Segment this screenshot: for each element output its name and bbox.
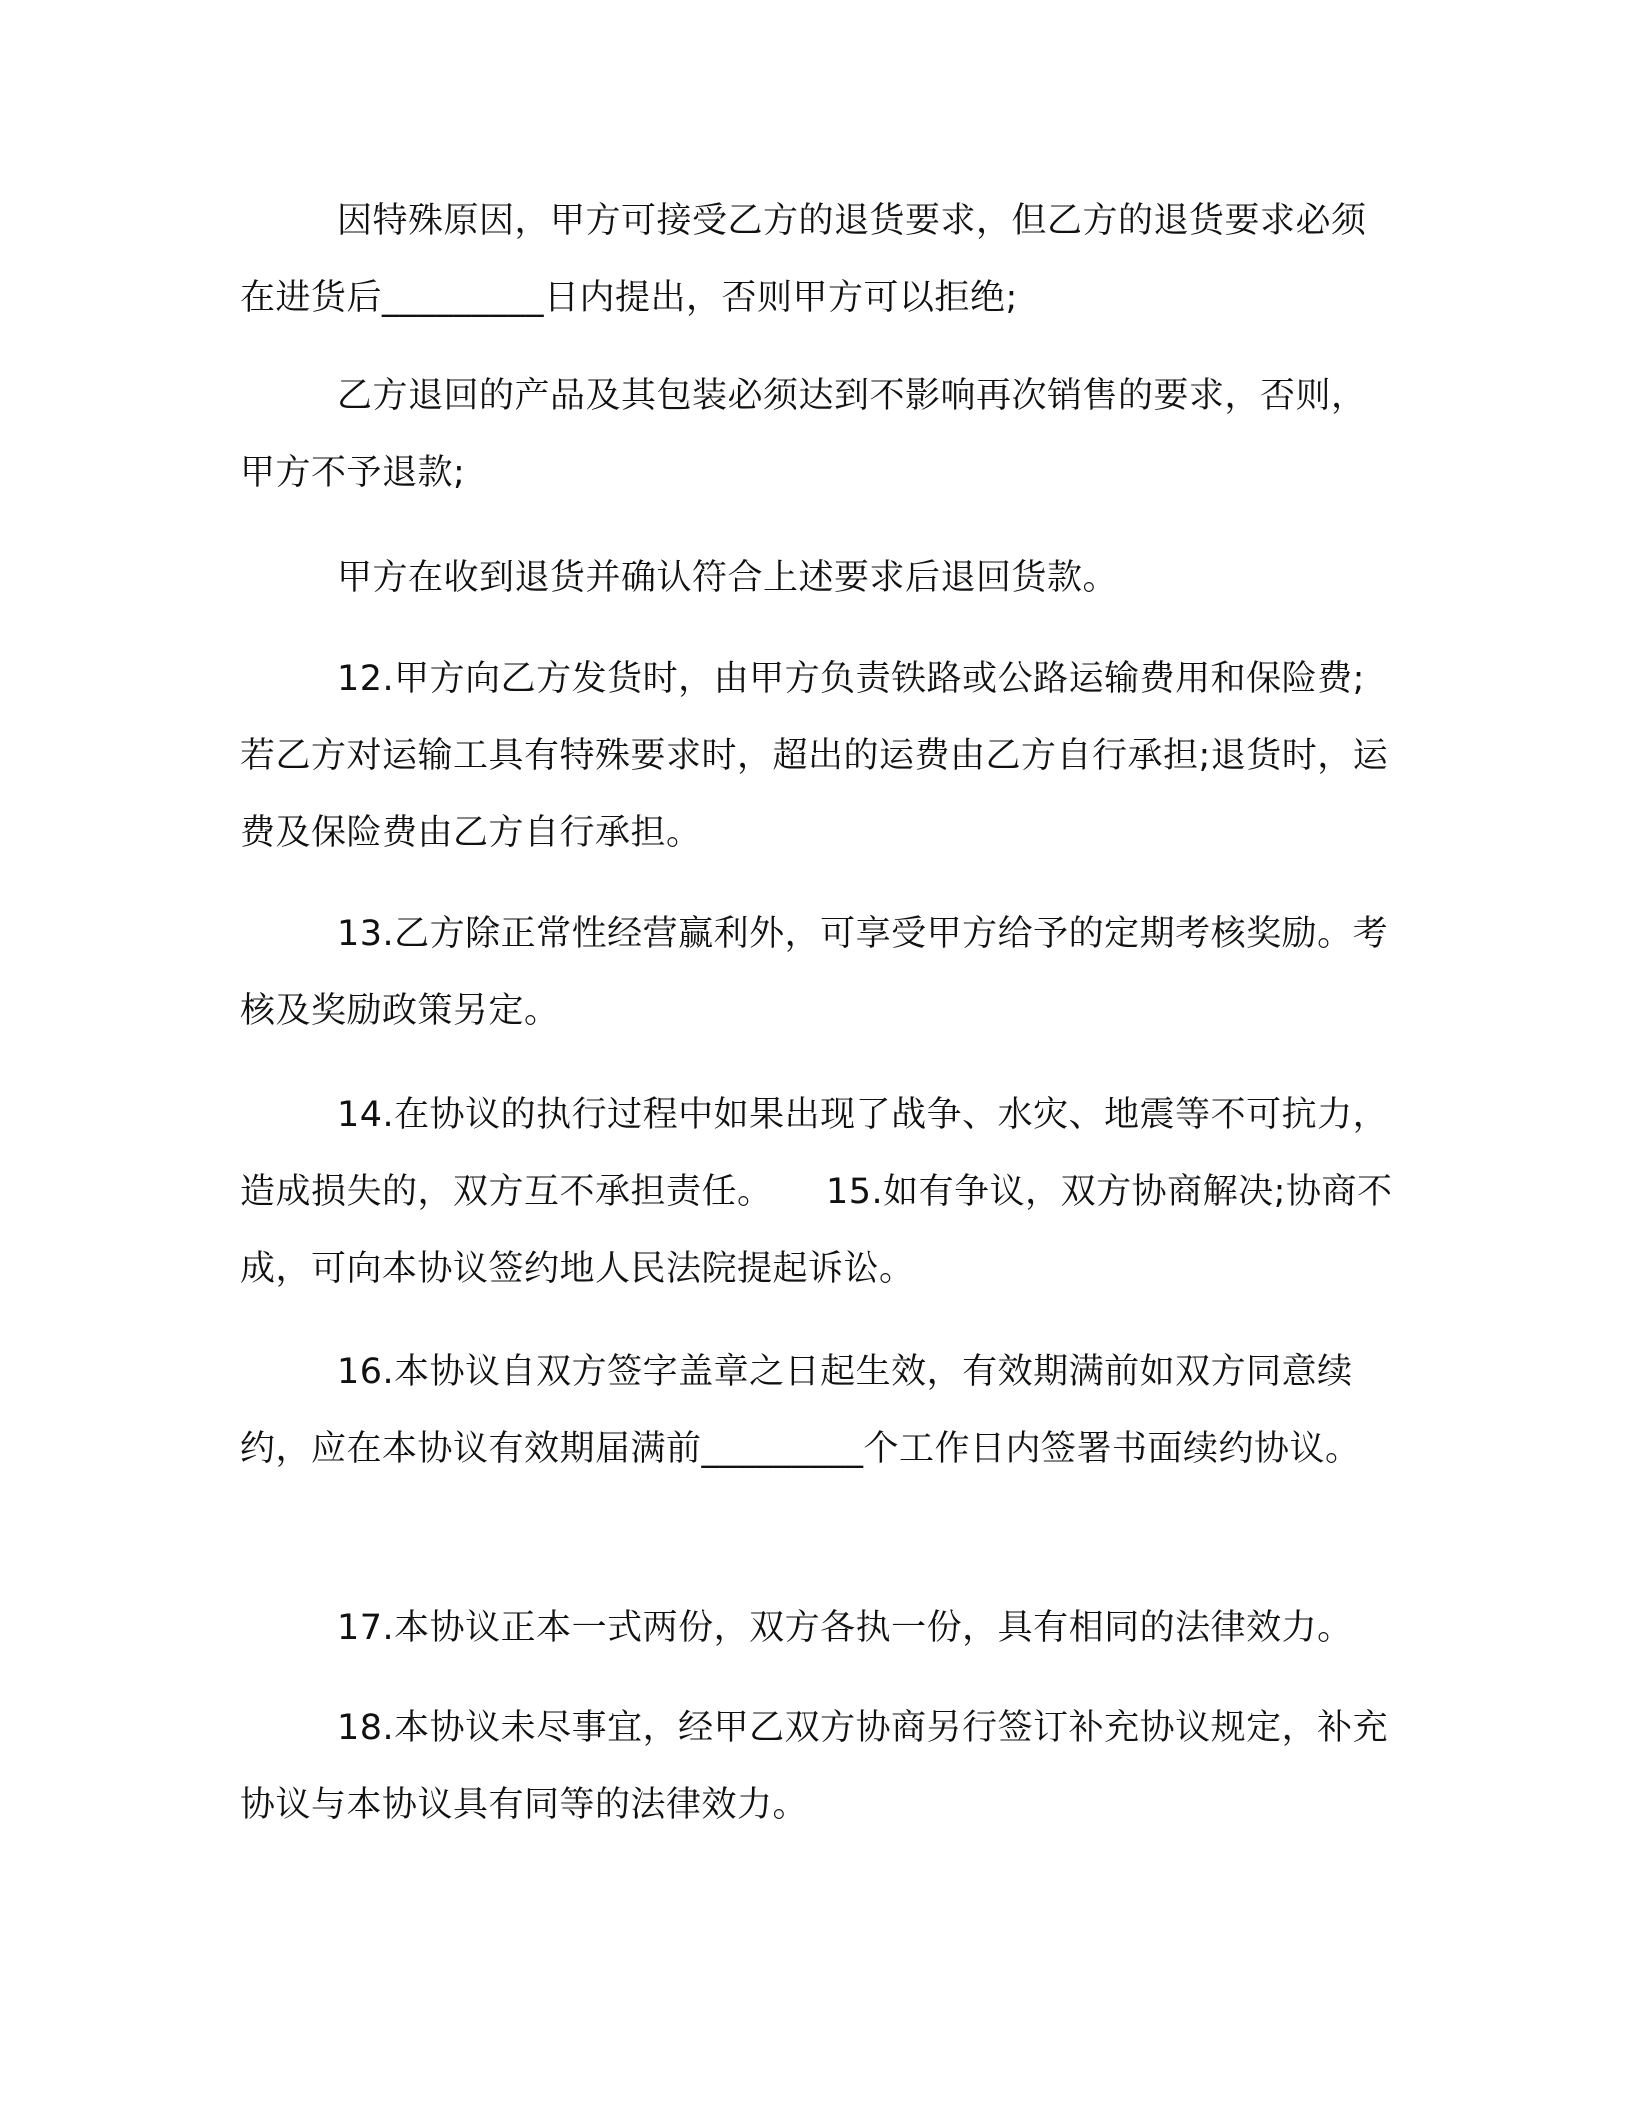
paragraph-clause-18: 18.本协议未尽事宜，经甲乙双方协商另行签订补充协议规定，补充协议与本协议具有同等的法律效力。 — [240, 1708, 1389, 1825]
paragraph-refund: 甲方在收到退货并确认符合上述要求后退回货款。 — [337, 558, 1119, 598]
paragraph-clause-12: 12.甲方向乙方发货时，由甲方负责铁路或公路运输费用和保险费;若乙方对运输工具有特殊要求时，超出的运费由乙方自行承担;退货时，运费及保险费由乙方自行承担。 — [240, 659, 1389, 853]
paragraph-clause-16: 16.本协议自双方签字盖章之日起生效，有效期满前如双方同意续约，应在本协议有效期届满前_________个工作日内签署书面续约协议。 — [240, 1352, 1361, 1469]
paragraph-return-request: 因特殊原因，甲方可接受乙方的退货要求，但乙方的退货要求必须在进货后_________日内提出，否则甲方可以拒绝; — [240, 201, 1367, 318]
paragraph-clause-13: 13.乙方除正常性经营赢利外，可享受甲方给予的定期考核奖励。考核及奖励政策另定。 — [240, 914, 1389, 1031]
paragraph-clause-14-15: 14.在协议的执行过程中如果出现了战争、水灾、地震等不可抗力，造成损失的，双方互不承担责任。 15.如有争议，双方协商解决;协商不成，可向本协议签约地人民法院提起诉讼。 — [240, 1095, 1393, 1289]
paragraph-clause-17: 17.本协议正本一式两份，双方各执一份，具有相同的法律效力。 — [337, 1608, 1353, 1648]
paragraph-return-condition: 乙方退回的产品及其包装必须达到不影响再次销售的要求，否则，甲方不予退款; — [240, 376, 1367, 493]
